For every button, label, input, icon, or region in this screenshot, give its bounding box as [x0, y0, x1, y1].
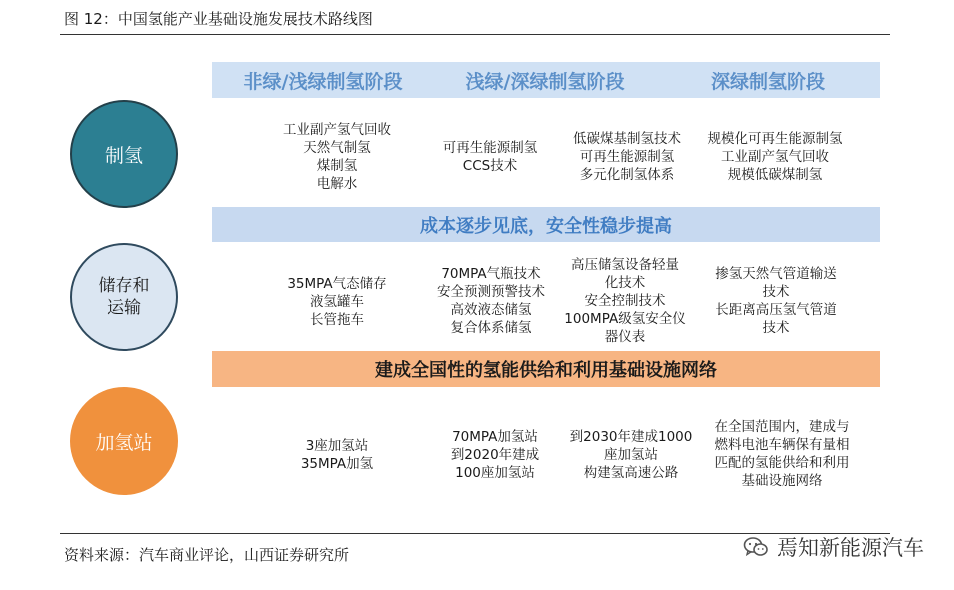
hydrogen-production-circle [70, 100, 178, 208]
cell-line: 长距离高压氢气管道 [715, 302, 837, 318]
cell-line: 工业副产氢气回收 [721, 149, 829, 165]
watermark-text: 焉知新能源汽车 [777, 536, 924, 560]
stage-2-label: 浅绿/深绿制氢阶段 [465, 70, 625, 93]
cell-line: 规模低碳煤制氢 [727, 167, 823, 183]
cell-line: 工业副产氢气回收 [283, 122, 391, 138]
station-cell-2 [420, 428, 570, 482]
cell-line: 技术 [762, 284, 790, 300]
cell-line: 规模化可再生能源制氢 [707, 131, 843, 147]
national-network-band [212, 351, 880, 387]
cell-line: 高效液态储氢 [450, 302, 532, 318]
cell-line: 复合体系储氢 [450, 320, 532, 336]
storage-transport-label-line1: 储存和 [98, 276, 150, 296]
storage-transport-circle [70, 243, 178, 351]
refueling-station-circle [70, 387, 178, 495]
cell-line: 35MPA加氢 [300, 456, 374, 472]
top-rule [60, 34, 890, 35]
stage-1-label: 非绿/浅绿制氢阶段 [243, 70, 403, 93]
figure-title: 图 12：中国氢能产业基础设施发展技术路线图 [64, 10, 373, 28]
refueling-station-label: 加氢站 [95, 431, 153, 454]
cell-line: 100MPA级氢安全仪 [564, 311, 686, 327]
wechat-icon [743, 536, 769, 558]
hydrogen-production-label: 制氢 [104, 144, 143, 167]
production-cell-3 [552, 130, 702, 184]
cell-line: 70MPA加氢站 [452, 429, 538, 445]
stage-3-label: 深绿制氢阶段 [710, 70, 825, 93]
cell-line: 掺氢天然气管道输送 [715, 266, 837, 282]
cell-line: 高压储氢设备轻量 [571, 257, 679, 273]
source-note: 资料来源：汽车商业评论，山西证券研究所 [64, 546, 350, 564]
production-cell-2 [420, 139, 560, 175]
station-cell-3 [556, 428, 706, 482]
cell-line: 器仪表 [604, 329, 646, 345]
station-cell-1 [262, 437, 412, 473]
cost-safety-band [212, 207, 880, 242]
cell-line: 天然气制氢 [303, 140, 371, 156]
cell-line: 100座加氢站 [455, 465, 535, 481]
cell-line: CCS技术 [462, 158, 518, 174]
cell-line: 匹配的氢能供给和利用 [714, 455, 850, 471]
cell-line: 安全预测预警技术 [437, 284, 545, 300]
cell-line: 座加氢站 [604, 447, 658, 463]
station-cell-4 [696, 418, 868, 490]
watermark [743, 532, 924, 562]
cell-line: 电解水 [316, 176, 358, 192]
cell-line: 液氢罐车 [310, 294, 364, 310]
cell-line: 3座加氢站 [305, 438, 369, 454]
cell-line: 基础设施网络 [741, 473, 823, 489]
cell-line: 在全国范围内，建成与 [714, 419, 850, 435]
storage-cell-3 [550, 256, 700, 346]
cell-line: 低碳煤基制氢技术 [573, 131, 681, 147]
storage-cell-4 [696, 265, 856, 337]
cell-line: 多元化制氢体系 [579, 167, 675, 183]
production-cell-4 [690, 130, 860, 184]
cell-line: 构建氢高速公路 [583, 465, 679, 481]
cell-line: 燃料电池车辆保有量相 [714, 437, 850, 453]
cell-line: 技术 [762, 320, 790, 336]
storage-cell-2 [416, 265, 566, 337]
cell-line: 安全控制技术 [584, 293, 666, 309]
cell-line: 70MPA气瓶技术 [441, 266, 541, 282]
cell-line: 到2030年建成1000 [569, 429, 693, 445]
cell-line: 35MPA气态储存 [287, 276, 387, 292]
cell-line: 煤制氢 [316, 158, 358, 174]
cell-line: 到2020年建成 [450, 447, 540, 463]
storage-cell-1 [262, 275, 412, 329]
cell-line: 可再生能源制氢 [579, 149, 675, 165]
production-cell-1 [262, 121, 412, 193]
cell-line: 可再生能源制氢 [442, 140, 538, 156]
cost-safety-band-text: 成本逐步见底，安全性稳步提高 [420, 215, 672, 237]
cell-line: 长管拖车 [310, 312, 364, 328]
cell-line: 化技术 [604, 275, 646, 291]
national-network-band-text: 建成全国性的氢能供给和利用基础设施网络 [375, 360, 717, 381]
storage-transport-label-line2: 运输 [107, 298, 141, 318]
